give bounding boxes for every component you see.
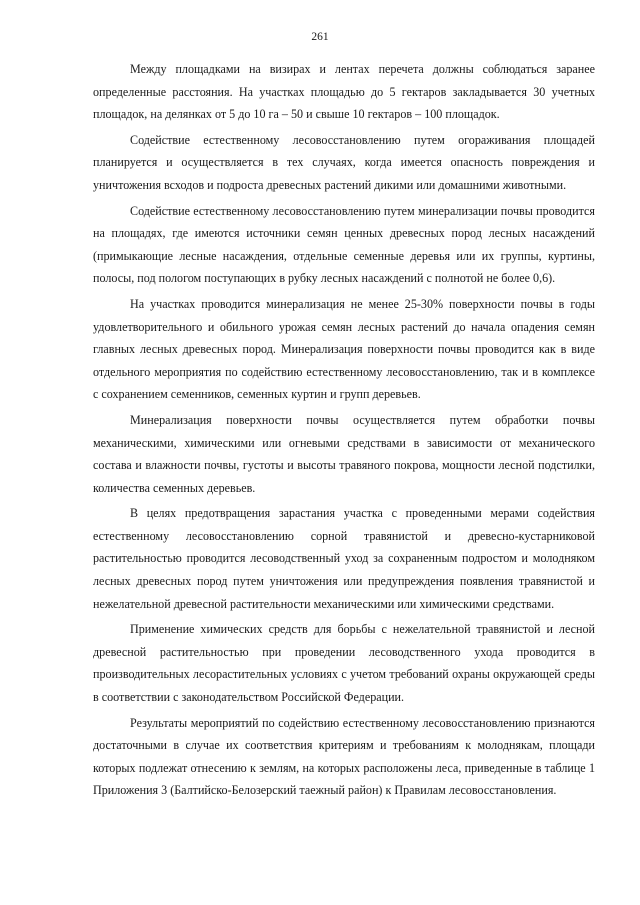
paragraph: На участках проводится минерализация не менее 25-30% поверхности почвы в годы удовлетворительного и обильного урожая семян лесных растений до начала опадения семян главных лесных древесных пород. Минерализация поверхности почвы проводится как в виде отдельного мероприятия по содействию естественному лесовосстановлению, так и в комплексе с сохранением семенников, семенных куртин и групп деревьев. [93, 296, 595, 402]
paragraph: Результаты мероприятий по содействию естественному лесовосстановлению признаются достаточными в случае их соответствия критериям и требованиям к молоднякам, площади которых подлежат отнесению к землям, на которых расположены леса, приведенные в таблице 1 Приложения 3 (Балтийско-Белозерский таежный район) к Правилам лесовосстановления. [93, 715, 595, 798]
paragraph: Применение химических средств для борьбы с нежелательной травянистой и лесной древесной растительностью при проведении лесоводственного ухода проводится в производительных лесорастительных условиях с учетом требований охраны окружающей среды в соответствии с законодательством Российской Федерации. [93, 622, 595, 705]
paragraph: Содействие естественному лесовосстановлению путем огораживания площадей планируется и осуществляется в тех случаях, когда имеется опасность повреждения и уничтожения всходов и подроста древесных растений дикими или домашними животными. [93, 132, 595, 192]
paragraph: В целях предотвращения зарастания участка с проведенными мерами содействия естественному лесовосстановлению сорной травянистой и древесно-кустарниковой растительностью проводится лесоводственный уход за сохраненным подростом и молодняком лесных древесных пород путем уничтожения или предупреждения появления травянистой и нежелательной древесной растительности механическими или химическими средствами. [93, 506, 595, 611]
paragraph: Минерализация поверхности почвы осуществляется путем обработки почвы механическими, химическими или огневыми средствами в зависимости от механического состава и влажности почвы, густоты и высоты травяного покрова, мощности лесной подстилки, количества семенных деревьев. [93, 412, 595, 495]
page-number: 261 [311, 31, 329, 43]
paragraph: Содействие естественному лесовосстановлению путем минерализации почвы проводится на площадях, где имеются источники семян ценных древесных пород лесных насаждений (примыкающие лесные насаждения, отдельные семенные деревья или их группы, куртины, полосы, под пологом поступающих в рубку лесных насаждений с полнотой не более 0,6). [93, 203, 595, 286]
paragraph: Между площадками на визирах и лентах перечета должны соблюдаться заранее определенные расстояния. На участках площадью до 5 гектаров закладывается 30 учетных площадок, на делянках от 5 до 10 га – 50 и свыше 10 гектаров – 100 площадок. [93, 62, 595, 122]
body-text [93, 58, 595, 805]
